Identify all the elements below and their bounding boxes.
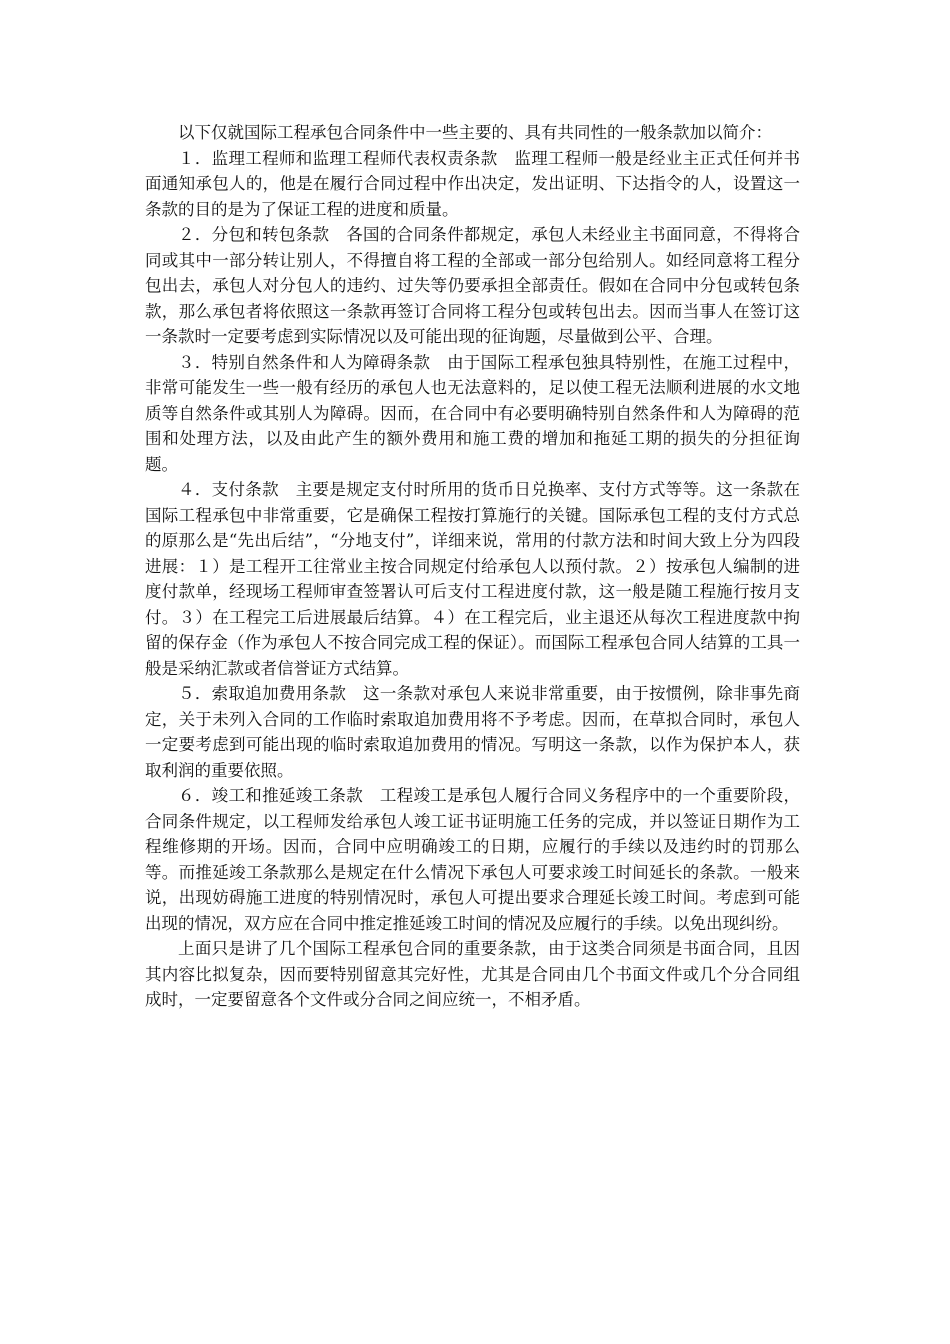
paragraph-clause-4: ４．支付条款 主要是规定支付时所用的货币日兑换率、支付方式等等。这一条款在国际工程承包中非常重要，它是确保工程按打算施行的关键。国际承包工程的支付方式总的原那么是“先出后结”，“分地支付”，详细来说，常用的付款方法和时间大致上分为四段进展：１）是工程开工往常业主按合同规定付给承包人以预付款。２）按承包人编制的进度付款单，经现场工程师审查签署认可后支付工程进度付款，这一般是随工程施行按月支付。３）在工程完工后进展最后结算。４）在工程完后，业主退还从每次工程进度款中拘留的保存金（作为承包人不按合同完成工程的保证）。而国际工程承包合同人结算的工具一般是采纳汇款或者信誉证方式结算。	[145, 480, 800, 678]
paragraph-clause-3: ３．特别自然条件和人为障碍条款 由于国际工程承包独具特别性，在施工过程中，非常可能发生一些一般有经历的承包人也无法意料的，足以使工程无法顺利进展的水文地质等自然条件或其别人为障碍。因而，在合同中有必要明确特别自然条件和人为障碍的范围和处理方法，以及由此产生的额外费用和施工费的增加和拖延工期的损失的分担征询题。	[145, 352, 800, 474]
paragraph-conclusion: 上面只是讲了几个国际工程承包合同的重要条款，由于这类合同须是书面合同，且因其内容比拟复杂，因而要特别留意其完好性，尤其是合同由几个书面文件或几个分合同组成时，一定要留意各个文件或分合同之间应统一，不相矛盾。	[145, 939, 800, 1009]
paragraph-clause-1: １．监理工程师和监理工程师代表权责条款 监理工程师一般是经业主正式任何并书面通知承包人的，他是在履行合同过程中作出决定，发出证明、下达指令的人，设置这一条款的目的是为了保证工程的进度和质量。	[145, 148, 800, 219]
paragraph-clause-5: ５．索取追加费用条款 这一条款对承包人来说非常重要，由于按惯例，除非事先商定，关于未列入合同的工作临时索取追加费用将不予考虑。因而，在草拟合同时，承包人一定要考虑到可能出现的临时索取追加费用的情况。写明这一条款，以作为保护本人，获取利润的重要依照。	[145, 684, 800, 780]
document-body	[145, 120, 800, 1013]
paragraph-clause-2: ２．分包和转包条款 各国的合同条件都规定，承包人未经业主书面同意，不得将合同或其中一部分转让别人，不得擅自将工程的全部或一部分包给别人。如经同意将工程分包出去，承包人对分包人的违约、过失等仍要承担全部责任。假如在合同中分包或转包条款，那么承包者将依照这一条款再签订合同将工程分包或转包出去。因而当事人在签订这一条款时一定要考虑到实际情况以及可能出现的征询题，尽量做到公平、合理。	[145, 225, 800, 346]
paragraph-intro: 以下仅就国际工程承包合同条件中一些主要的、具有共同性的一般条款加以简介：	[178, 123, 772, 142]
paragraph-clause-6: ６．竣工和推延竣工条款 工程竣工是承包人履行合同义务程序中的一个重要阶段，合同条件规定，以工程师发给承包人竣工证书证明施工任务的完成，并以签证日期作为工程维修期的开场。因而，合同中应明确竣工的日期，应履行的手续以及违约时的罚那么等。而推延竣工条款那么是规定在什么情况下承包人可要求竣工时间延长的条款。一般来说，出现妨碍施工进度的特别情况时，承包人可提出要求合理延长竣工时间。考虑到可能出现的情况，双方应在合同中推定推延竣工时间的情况及应履行的手续。以免出现纠纷。	[145, 786, 800, 933]
